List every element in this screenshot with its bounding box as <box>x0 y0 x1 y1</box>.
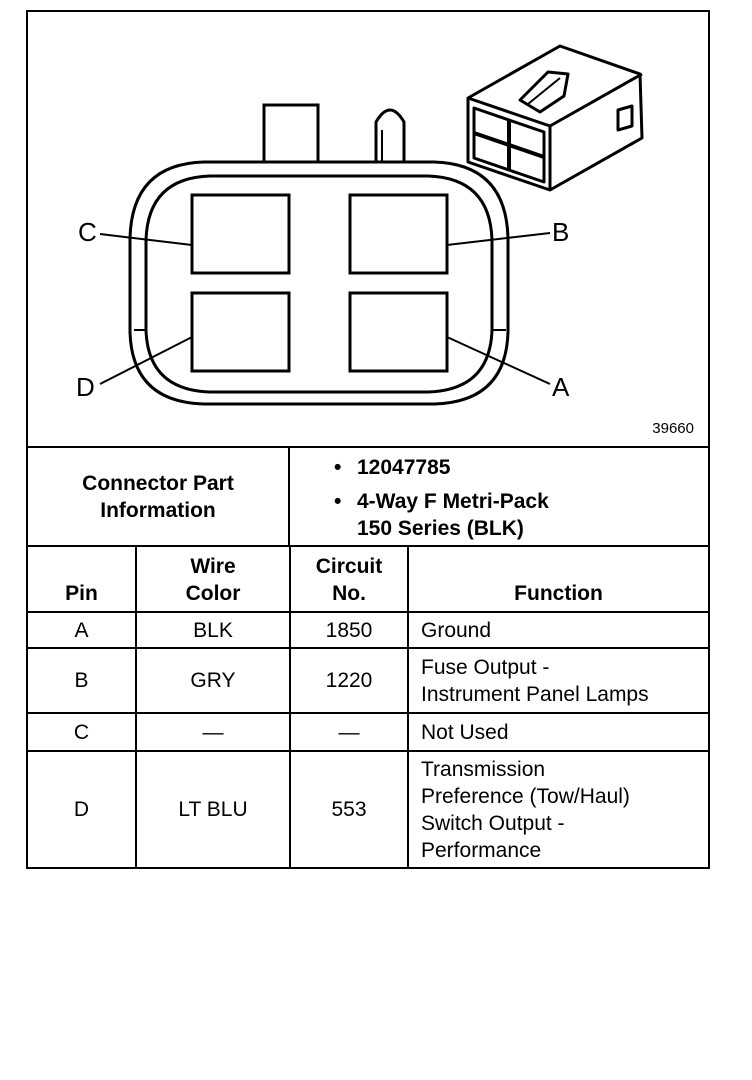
row-c-circuit: — <box>290 713 408 751</box>
row-b-wire-color: GRY <box>136 648 290 713</box>
row-c-wire-color: — <box>136 713 290 751</box>
row-d-wire-color: LT BLU <box>136 751 290 867</box>
header-function: Function <box>408 547 708 612</box>
connector-housing-outer <box>130 162 508 404</box>
row-a-wire-color: BLK <box>136 612 290 648</box>
info-title: Connector Part Information <box>82 471 234 522</box>
part-number: • 12047785 <box>334 454 708 481</box>
row-a-pin: A <box>28 612 136 648</box>
row-a-function: Ground <box>408 612 708 648</box>
connector-sheet <box>26 10 710 869</box>
pin-label-d: D <box>76 372 95 402</box>
connector-figure <box>28 12 708 446</box>
connector-part-information <box>28 446 708 547</box>
info-label-cell <box>28 448 290 545</box>
locking-tab-round <box>376 110 404 167</box>
pin-label-b: B <box>552 217 570 247</box>
pin-table <box>28 547 708 867</box>
locking-tab-square <box>264 105 318 167</box>
row-d-function: Transmission Preference (Tow/Haul) Switch Output - Performance <box>408 751 708 867</box>
table-row <box>28 612 708 648</box>
header-wire-color: Wire Color <box>136 547 290 612</box>
row-b-pin: B <box>28 648 136 713</box>
pin-label-c: C <box>78 217 97 247</box>
header-pin: Pin <box>28 547 136 612</box>
table-row <box>28 648 708 713</box>
row-d-circuit: 553 <box>290 751 408 867</box>
header-circuit-no: Circuit No. <box>290 547 408 612</box>
row-b-circuit: 1220 <box>290 648 408 713</box>
table-row <box>28 751 708 867</box>
connector-description: • 4-Way F Metri-Pack 150 Series (BLK) <box>334 488 708 542</box>
row-b-function: Fuse Output - Instrument Panel Lamps <box>408 648 708 713</box>
pin-label-a: A <box>552 372 570 402</box>
info-items-cell <box>290 448 708 545</box>
table-row <box>28 713 708 751</box>
row-c-function: Not Used <box>408 713 708 751</box>
row-d-pin: D <box>28 751 136 867</box>
row-a-circuit: 1850 <box>290 612 408 648</box>
pin-table-header <box>28 547 708 612</box>
connector-face-drawing <box>28 12 708 446</box>
connector-isometric-icon <box>468 46 642 190</box>
row-c-pin: C <box>28 713 136 751</box>
figure-number: 39660 <box>652 420 694 437</box>
